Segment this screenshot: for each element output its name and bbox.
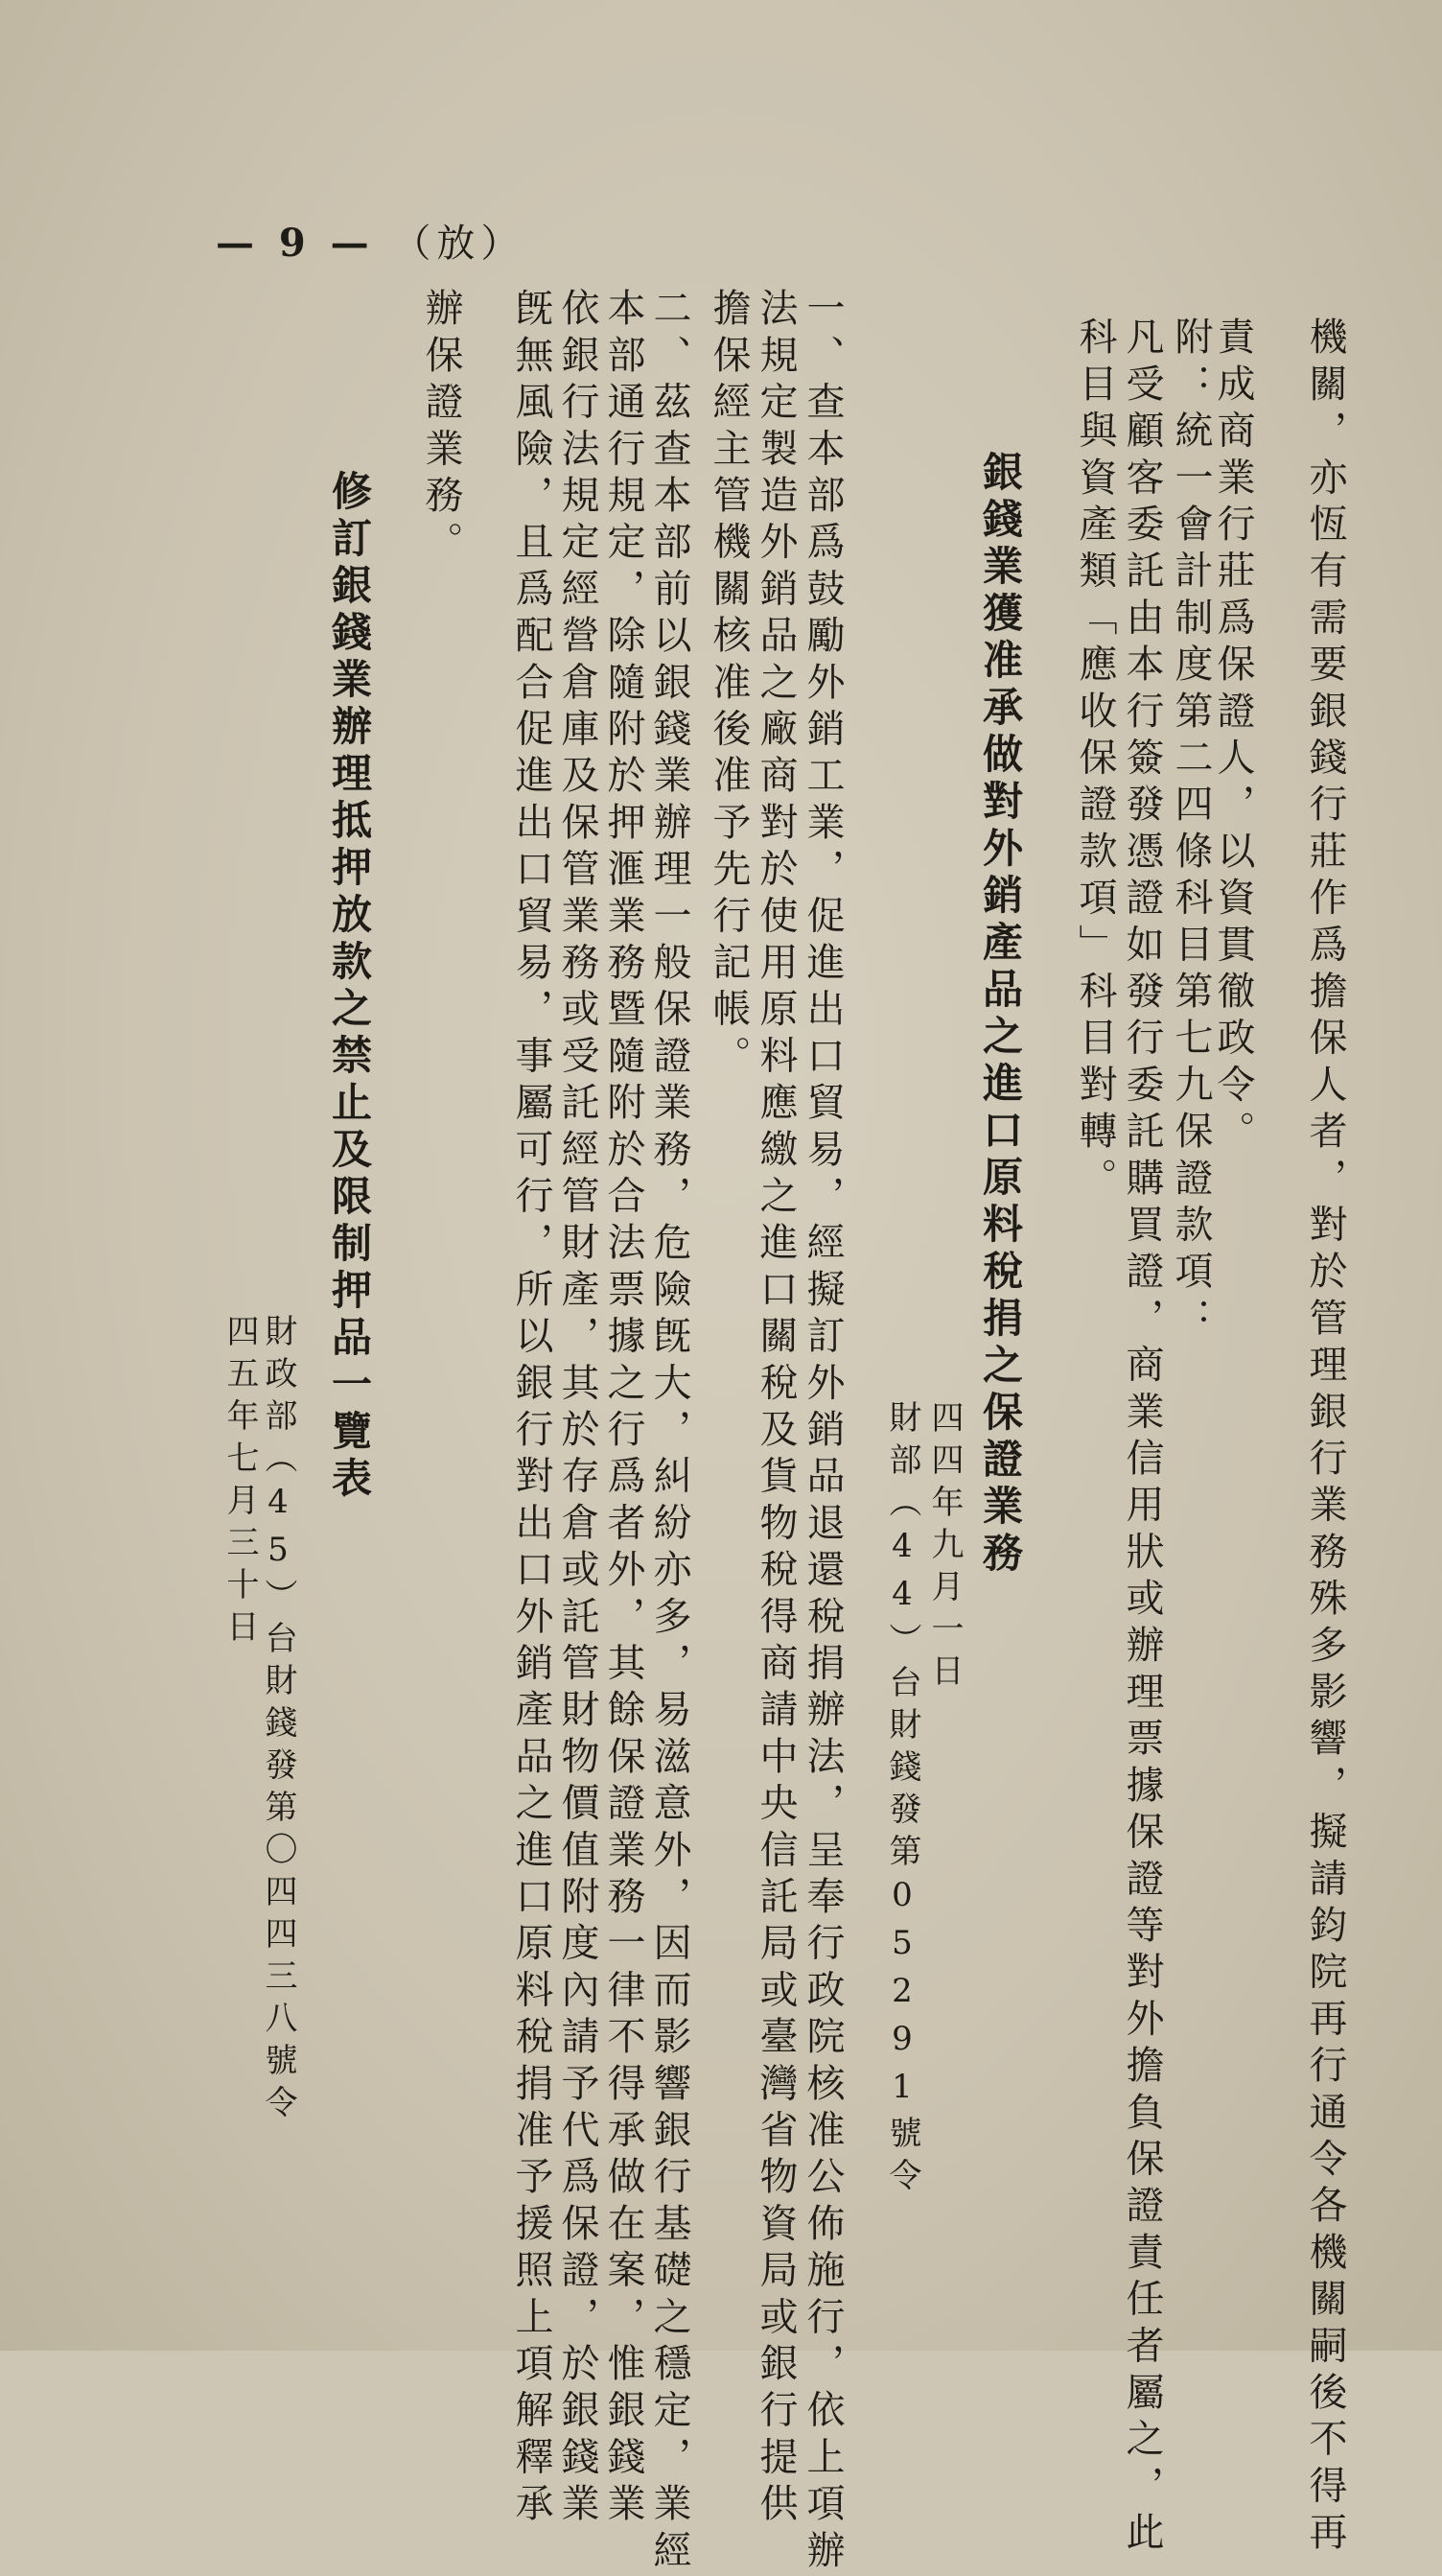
continuation-line-1: 機關，亦恆有需要銀錢行莊作爲擔保人者，對於管理銀行業務殊多影響，擬請鈞院再行通令各機關嗣後不得再: [1303, 316, 1347, 2559]
section2-date: 四五年七月三十日: [221, 1314, 259, 1651]
appendix-line-3: 科目與資產類「應收保證款項」科目對轉。: [1073, 316, 1117, 1205]
paragraph-line-8: 辦保證業務。: [419, 288, 463, 569]
paragraph-line-7: 旣無風險，且爲配合促進出口貿易，事屬可行，所以銀行對出口外銷產品之進口原料稅捐准予援照上項解釋承: [509, 288, 553, 2530]
page-number: — 9 —: [216, 221, 375, 266]
paragraph-line-3: 擔保經主管機關核准後准予先行記帳。: [707, 288, 751, 1082]
paragraph-line-5: 本部通行規定，除隨附於押滙業務暨隨附於合法票據之行爲者外，其餘保證業務一律不得承做在案，惟銀錢業: [601, 288, 645, 2530]
section2-title: 修訂銀錢業辦理抵押放款之禁止及限制押品一覽表: [326, 470, 373, 1504]
paragraph-line-1: 一、查本部爲鼓勵外銷工業，促進出口貿易，經擬訂外銷品退還稅捐辦法，呈奉行政院核准公佈施行，依上項辦: [801, 288, 845, 2576]
paragraph-line-6: 依銀行法規定經營倉庫及保管業務或受託經管財產，其於存倉或託管財物價值附度內請予代爲保證，於銀錢業: [555, 288, 599, 2530]
page-header: [216, 213, 524, 268]
section-mark: （放）: [392, 222, 525, 266]
continuation-line-2: 責成商業行莊爲保證人，以資貫徹政令。: [1211, 316, 1255, 1158]
section1-order: 財部（44）台財錢發第05291號令: [883, 1400, 921, 2200]
appendix-line-2: 凡受顧客委託由本行簽發憑證如發行委託購買證，商業信用狀或辦理票據保證等對外擔負保證責任者屬之，此: [1120, 316, 1164, 2559]
section1-title: 銀錢業獲准承做對外銷產品之進口原料稅捐之保證業務: [977, 451, 1024, 1579]
paragraph-line-2: 法規定製造外銷品之廠商對於使用原料應繳之進口關稅及貨物稅得商請中央信託局或臺灣省物資局或銀行提供: [754, 288, 798, 2530]
section1-date: 四四年九月一日: [925, 1400, 964, 1696]
paragraph-line-4: 二、茲查本部前以銀錢業辦理一般保證業務，危險旣大，糾紛亦多，易滋意外，因而影響銀行基礎之穩定，業經: [647, 288, 691, 2576]
section2-order: 財政部（45）台財錢發第〇四四三八號令: [259, 1314, 297, 2127]
appendix-line-1: 附：統一會計制度第二四條科目第七九保證款項：: [1169, 316, 1213, 1345]
